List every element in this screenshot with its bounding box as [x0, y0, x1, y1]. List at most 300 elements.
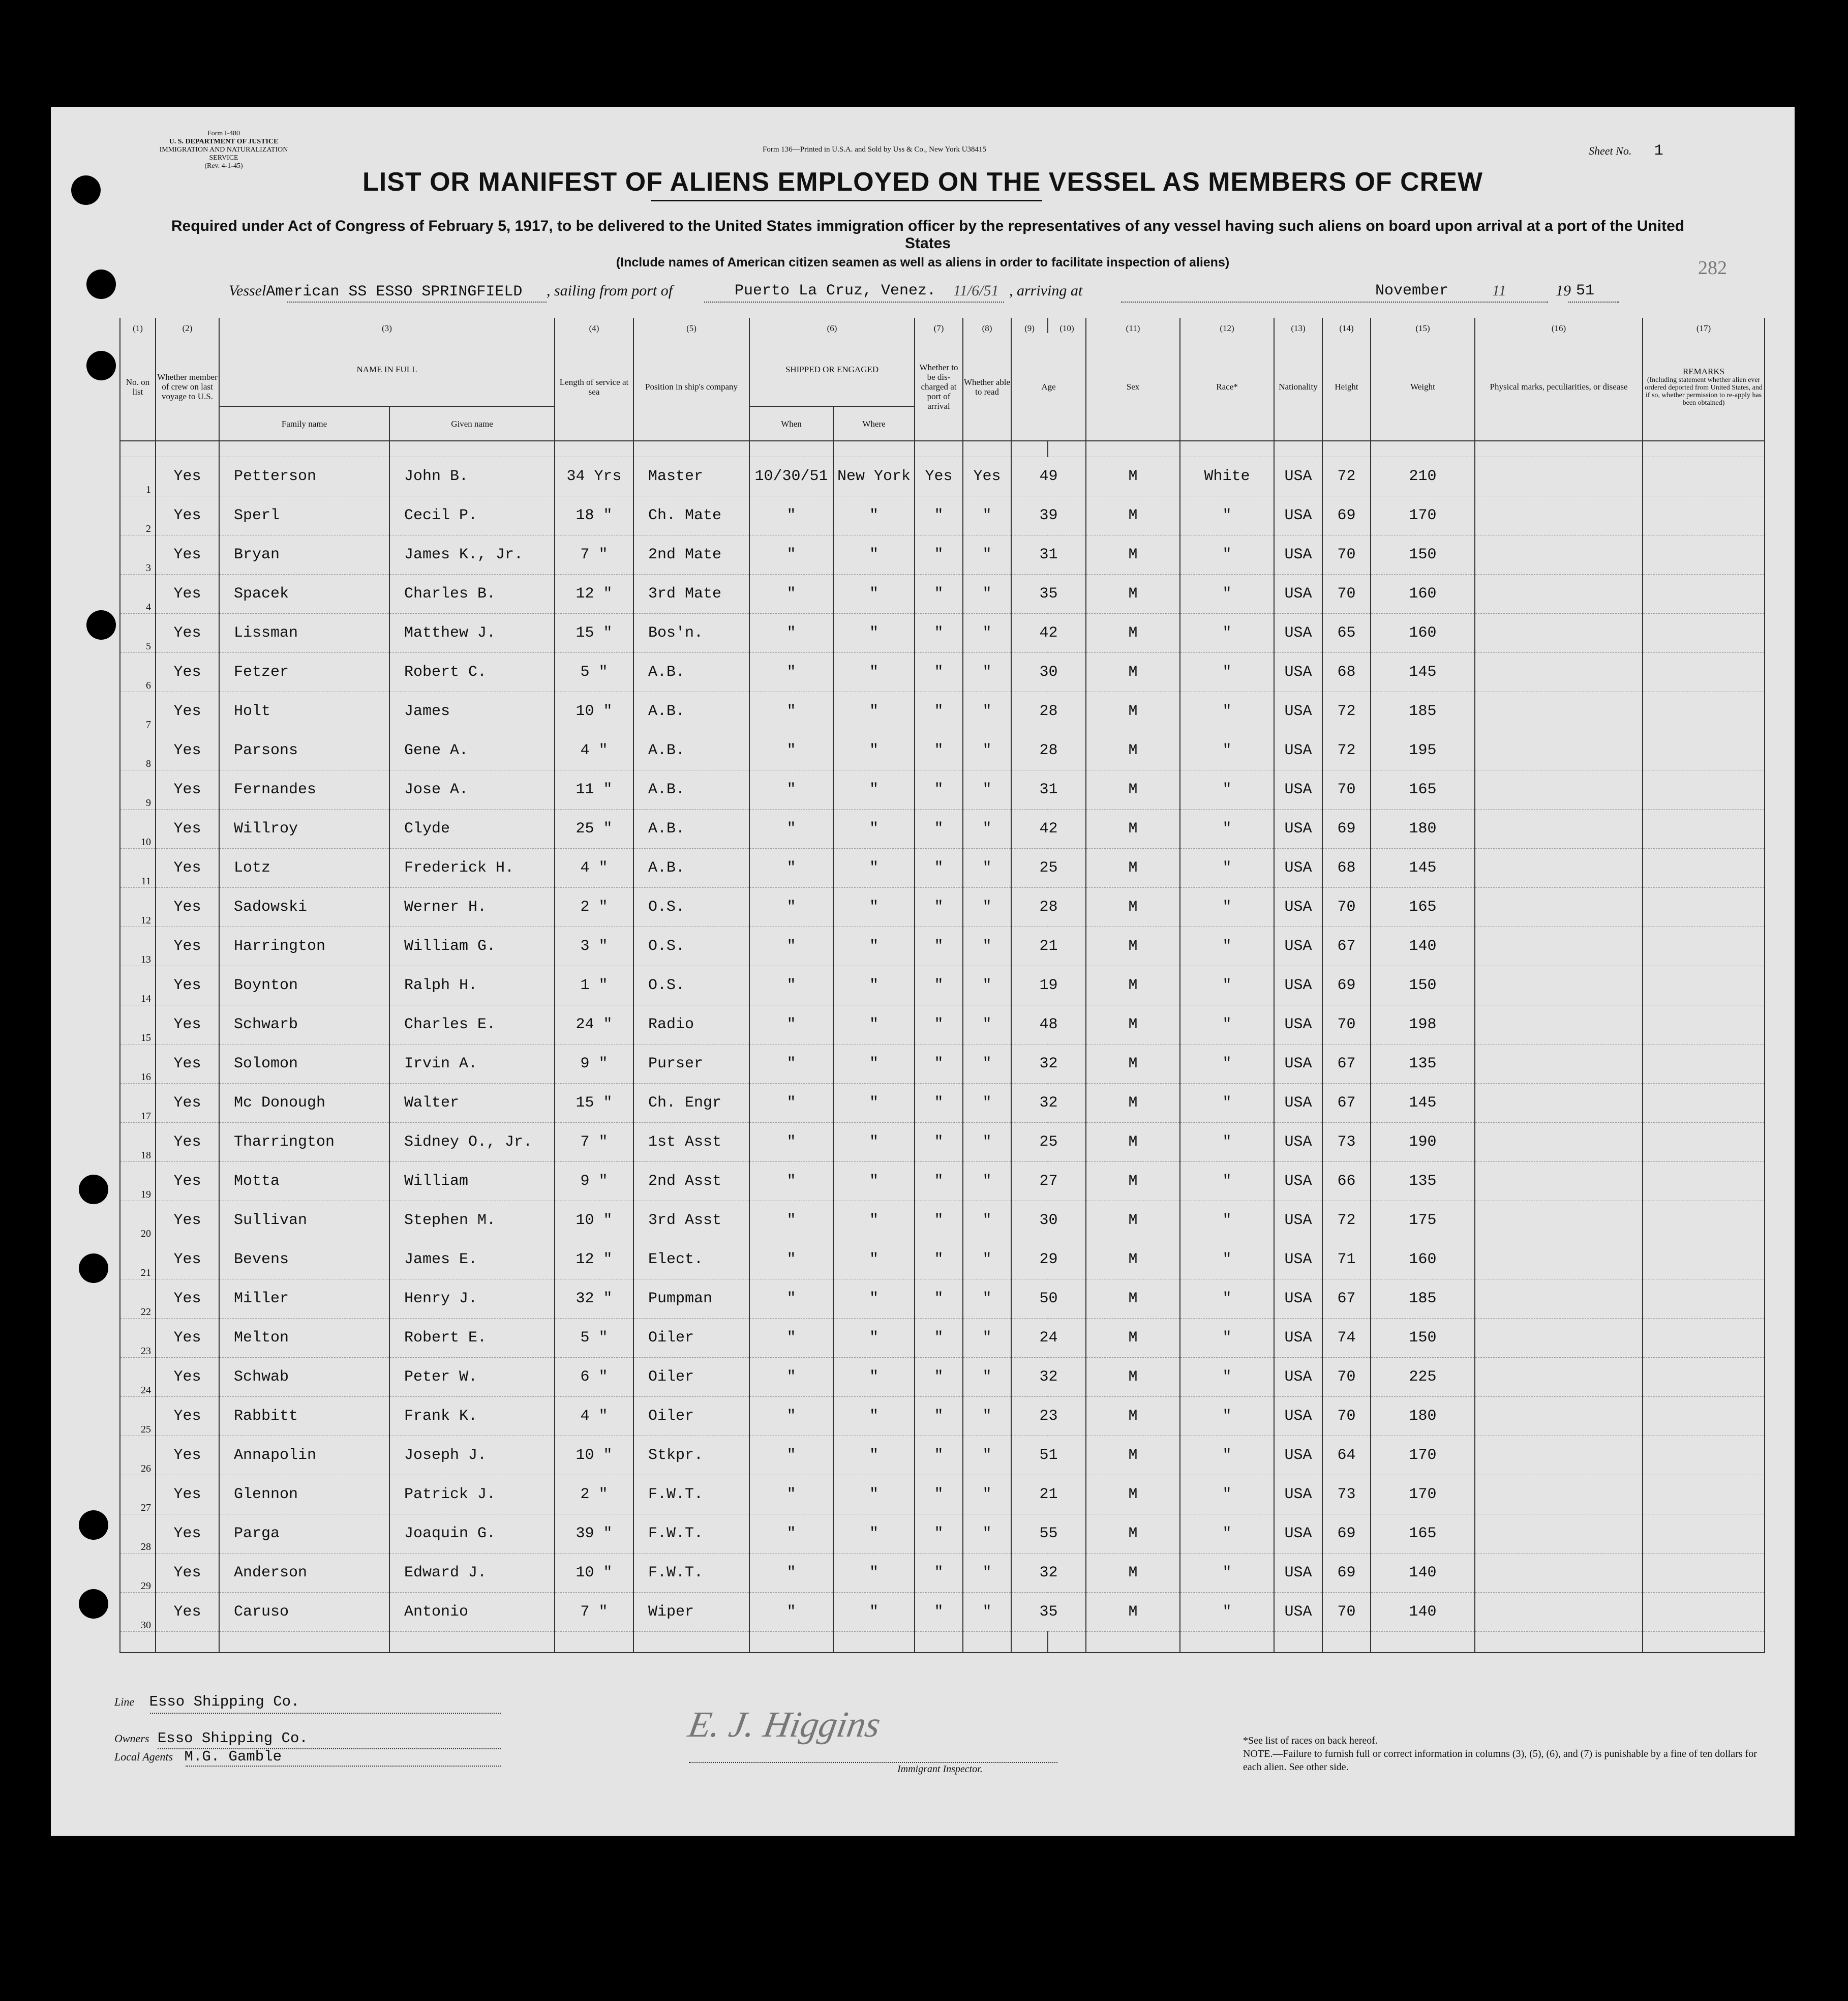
given-name-cell: Charles B.	[389, 575, 555, 614]
age-cell: 27	[1011, 1162, 1086, 1201]
position-cell: O.S.	[633, 966, 749, 1005]
weight-cell: 190	[1371, 1123, 1475, 1162]
given-name-cell: John B.	[389, 457, 555, 496]
agents-field	[114, 1748, 282, 1765]
row-number: 16	[120, 1044, 156, 1084]
given-name-cell: William G.	[389, 927, 555, 966]
nationality-cell: USA	[1274, 653, 1322, 692]
column-number: (5)	[633, 318, 749, 333]
header-sex: Sex	[1086, 333, 1180, 441]
header-height: Height	[1322, 333, 1371, 441]
age-cell: 29	[1011, 1240, 1086, 1279]
sex-cell: M	[1086, 1201, 1180, 1240]
shipped-when-cell: "	[749, 1436, 833, 1475]
height-cell: 67	[1322, 1279, 1371, 1319]
age-cell: 35	[1011, 575, 1086, 614]
service-length-cell: 15 "	[555, 1084, 633, 1123]
remarks-cell	[1643, 849, 1765, 888]
family-name-cell: Sadowski	[219, 888, 389, 927]
races-note: *See list of races on back hereof.	[1243, 1735, 1378, 1746]
given-name-cell: Matthew J.	[389, 614, 555, 653]
physical-marks-cell	[1475, 692, 1643, 731]
physical-marks-cell	[1475, 1044, 1643, 1084]
header-nationality: Nationality	[1274, 333, 1322, 441]
given-name-cell: Ralph H.	[389, 966, 555, 1005]
given-name-cell: Frank K.	[389, 1397, 555, 1436]
page-title: LIST OR MANIFEST OF ALIENS EMPLOYED ON THE VESSEL AS MEMBERS OF CREW	[362, 167, 1483, 197]
shipped-when-cell: "	[749, 692, 833, 731]
physical-marks-cell	[1475, 1201, 1643, 1240]
discharged-cell: "	[915, 770, 963, 810]
shipped-where-cell: "	[833, 575, 915, 614]
crew-last-voyage-cell: Yes	[156, 1358, 219, 1397]
able-to-read-cell: "	[963, 692, 1011, 731]
service-length-cell: 7 "	[555, 1593, 633, 1632]
physical-marks-cell	[1475, 535, 1643, 575]
table-row	[120, 575, 1765, 614]
discharged-cell: "	[915, 1279, 963, 1319]
sex-cell: M	[1086, 1044, 1180, 1084]
shipped-where-cell: "	[833, 1044, 915, 1084]
position-cell: Oiler	[633, 1358, 749, 1397]
height-cell: 67	[1322, 927, 1371, 966]
able-to-read-cell: "	[963, 1240, 1011, 1279]
row-number: 13	[120, 927, 156, 966]
header-discharged: Whether to be dis-charged at port of arrival	[915, 333, 963, 441]
family-name-cell: Lotz	[219, 849, 389, 888]
shipped-where-cell: "	[833, 1279, 915, 1319]
discharged-cell: "	[915, 1123, 963, 1162]
height-cell: 72	[1322, 692, 1371, 731]
race-cell: "	[1180, 1358, 1274, 1397]
discharged-cell: "	[915, 614, 963, 653]
arrival-month: November	[1375, 282, 1449, 300]
form-department-block	[158, 130, 290, 170]
crew-last-voyage-cell: Yes	[156, 1240, 219, 1279]
punch-hole	[79, 1253, 108, 1283]
weight-cell: 160	[1371, 575, 1475, 614]
height-cell: 70	[1322, 770, 1371, 810]
table-row	[120, 457, 1765, 496]
race-cell: "	[1180, 1201, 1274, 1240]
able-to-read-cell: "	[963, 1436, 1011, 1475]
able-to-read-cell: "	[963, 770, 1011, 810]
header-remarks	[1643, 333, 1765, 441]
family-name-cell: Parsons	[219, 731, 389, 770]
given-name-cell: James E.	[389, 1240, 555, 1279]
physical-marks-cell	[1475, 1279, 1643, 1319]
table-row	[120, 1162, 1765, 1201]
height-cell: 67	[1322, 1084, 1371, 1123]
agents-underline	[186, 1766, 501, 1767]
position-cell: O.S.	[633, 927, 749, 966]
shipped-where-cell: "	[833, 810, 915, 849]
remarks-cell	[1643, 653, 1765, 692]
age-cell: 55	[1011, 1514, 1086, 1554]
remarks-cell	[1643, 1005, 1765, 1044]
race-cell: "	[1180, 1319, 1274, 1358]
shipped-where-cell: New York	[833, 457, 915, 496]
column-number: (6)	[749, 318, 915, 333]
race-cell: "	[1180, 653, 1274, 692]
line-value: Esso Shipping Co.	[149, 1693, 300, 1710]
physical-marks-cell	[1475, 1084, 1643, 1123]
shipped-where-cell: "	[833, 1554, 915, 1593]
position-cell: A.B.	[633, 653, 749, 692]
row-number: 19	[120, 1162, 156, 1201]
height-cell: 70	[1322, 575, 1371, 614]
arriving-label: , arriving at	[1009, 282, 1083, 299]
inspector-label: Immigrant Inspector.	[897, 1764, 983, 1775]
nationality-cell: USA	[1274, 535, 1322, 575]
able-to-read-cell: "	[963, 1044, 1011, 1084]
line-field	[114, 1693, 299, 1710]
nationality-cell: USA	[1274, 692, 1322, 731]
able-to-read-cell: "	[963, 888, 1011, 927]
race-cell: "	[1180, 1554, 1274, 1593]
nationality-cell: USA	[1274, 1397, 1322, 1436]
shipped-where-cell: "	[833, 1436, 915, 1475]
physical-marks-cell	[1475, 966, 1643, 1005]
sex-cell: M	[1086, 1123, 1180, 1162]
remarks-cell	[1643, 1397, 1765, 1436]
weight-cell: 195	[1371, 731, 1475, 770]
able-to-read-cell: "	[963, 614, 1011, 653]
vessel-name: American SS ESSO SPRINGFIELD	[266, 283, 523, 301]
physical-marks-cell	[1475, 731, 1643, 770]
remarks-cell	[1643, 731, 1765, 770]
age-cell: 25	[1011, 849, 1086, 888]
row-number: 12	[120, 888, 156, 927]
service-length-cell: 4 "	[555, 849, 633, 888]
height-cell: 72	[1322, 731, 1371, 770]
shipped-when-cell: "	[749, 1319, 833, 1358]
family-name-cell: Fetzer	[219, 653, 389, 692]
sex-cell: M	[1086, 770, 1180, 810]
remarks-cell	[1643, 770, 1765, 810]
column-number: (14)	[1322, 318, 1371, 333]
sex-cell: M	[1086, 927, 1180, 966]
race-cell: "	[1180, 1123, 1274, 1162]
family-name-cell: Rabbitt	[219, 1397, 389, 1436]
form-revision: (Rev. 4-1-45)	[204, 162, 243, 170]
race-cell: "	[1180, 1005, 1274, 1044]
weight-cell: 185	[1371, 1279, 1475, 1319]
weight-cell: 170	[1371, 1475, 1475, 1514]
given-name-cell: Peter W.	[389, 1358, 555, 1397]
arrival-day: 11	[1492, 282, 1506, 299]
able-to-read-cell: "	[963, 849, 1011, 888]
physical-marks-cell	[1475, 1319, 1643, 1358]
able-to-read-cell: "	[963, 1514, 1011, 1554]
age-cell: 35	[1011, 1593, 1086, 1632]
position-cell: 2nd Mate	[633, 535, 749, 575]
shipped-when-cell: "	[749, 1514, 833, 1554]
discharged-cell: "	[915, 1319, 963, 1358]
discharged-cell: "	[915, 1475, 963, 1514]
given-name-cell: Robert E.	[389, 1319, 555, 1358]
weight-cell: 175	[1371, 1201, 1475, 1240]
row-number: 21	[120, 1240, 156, 1279]
family-name-cell: Caruso	[219, 1593, 389, 1632]
sex-cell: M	[1086, 1279, 1180, 1319]
given-name-cell: Charles E.	[389, 1005, 555, 1044]
row-number: 22	[120, 1279, 156, 1319]
remarks-cell	[1643, 692, 1765, 731]
able-to-read-cell: "	[963, 1319, 1011, 1358]
remarks-cell	[1643, 1123, 1765, 1162]
position-cell: 3rd Asst	[633, 1201, 749, 1240]
discharged-cell: "	[915, 653, 963, 692]
weight-cell: 140	[1371, 1593, 1475, 1632]
service-length-cell: 7 "	[555, 1123, 633, 1162]
nationality-cell: USA	[1274, 1358, 1322, 1397]
nationality-cell: USA	[1274, 614, 1322, 653]
weight-cell: 150	[1371, 535, 1475, 575]
table-row	[120, 966, 1765, 1005]
family-name-cell: Harrington	[219, 927, 389, 966]
remarks-cell	[1643, 1593, 1765, 1632]
age-cell: 49	[1011, 457, 1086, 496]
family-name-cell: Melton	[219, 1319, 389, 1358]
nationality-cell: USA	[1274, 1084, 1322, 1123]
row-number: 27	[120, 1475, 156, 1514]
shipped-when-cell: "	[749, 1554, 833, 1593]
shipped-when-cell: "	[749, 966, 833, 1005]
shipped-where-cell: "	[833, 1319, 915, 1358]
position-cell: Purser	[633, 1044, 749, 1084]
service-length-cell: 5 "	[555, 1319, 633, 1358]
weight-cell: 165	[1371, 888, 1475, 927]
weight-cell: 210	[1371, 457, 1475, 496]
service-length-cell: 34 Yrs	[555, 457, 633, 496]
discharged-cell: "	[915, 1005, 963, 1044]
discharged-cell: "	[915, 888, 963, 927]
service-length-cell: 2 "	[555, 888, 633, 927]
race-cell: "	[1180, 888, 1274, 927]
nationality-cell: USA	[1274, 575, 1322, 614]
discharged-cell: "	[915, 575, 963, 614]
crew-last-voyage-cell: Yes	[156, 614, 219, 653]
shipped-when-cell: "	[749, 1279, 833, 1319]
family-name-cell: Holt	[219, 692, 389, 731]
header-able-to-read: Whether able to read	[963, 333, 1011, 441]
shipped-where-cell: "	[833, 966, 915, 1005]
shipped-where-cell: "	[833, 692, 915, 731]
height-cell: 73	[1322, 1123, 1371, 1162]
race-cell: "	[1180, 535, 1274, 575]
remarks-cell	[1643, 810, 1765, 849]
table-row	[120, 1084, 1765, 1123]
position-cell: A.B.	[633, 770, 749, 810]
position-cell: O.S.	[633, 888, 749, 927]
able-to-read-cell: "	[963, 496, 1011, 535]
shipped-where-cell: "	[833, 614, 915, 653]
row-number: 4	[120, 575, 156, 614]
shipped-when-cell: "	[749, 849, 833, 888]
weight-cell: 160	[1371, 1240, 1475, 1279]
discharged-cell: "	[915, 692, 963, 731]
race-cell: "	[1180, 1593, 1274, 1632]
able-to-read-cell: "	[963, 1554, 1011, 1593]
table-row	[120, 888, 1765, 927]
position-cell: Ch. Engr	[633, 1084, 749, 1123]
service-length-cell: 5 "	[555, 653, 633, 692]
crew-last-voyage-cell: Yes	[156, 1279, 219, 1319]
crew-last-voyage-cell: Yes	[156, 1475, 219, 1514]
shipped-when-cell: "	[749, 888, 833, 927]
position-cell: Radio	[633, 1005, 749, 1044]
discharged-cell: "	[915, 496, 963, 535]
physical-marks-cell	[1475, 1475, 1643, 1514]
table-row	[120, 1005, 1765, 1044]
row-number: 29	[120, 1554, 156, 1593]
row-number: 1	[120, 457, 156, 496]
crew-last-voyage-cell: Yes	[156, 810, 219, 849]
race-cell: "	[1180, 1044, 1274, 1084]
row-number: 30	[120, 1593, 156, 1632]
column-header-row	[120, 333, 1765, 406]
given-name-cell: Edward J.	[389, 1554, 555, 1593]
table-row	[120, 1475, 1765, 1514]
remarks-cell	[1643, 457, 1765, 496]
physical-marks-cell	[1475, 849, 1643, 888]
vessel-label: Vessel	[229, 282, 266, 299]
service-length-cell: 10 "	[555, 1201, 633, 1240]
remarks-cell	[1643, 1475, 1765, 1514]
family-name-cell: Boynton	[219, 966, 389, 1005]
able-to-read-cell: "	[963, 575, 1011, 614]
sex-cell: M	[1086, 731, 1180, 770]
sex-cell: M	[1086, 1475, 1180, 1514]
row-number: 28	[120, 1514, 156, 1554]
header-age: Age	[1011, 333, 1086, 441]
race-cell: "	[1180, 1084, 1274, 1123]
age-cell: 25	[1011, 1123, 1086, 1162]
row-number: 2	[120, 496, 156, 535]
able-to-read-cell: "	[963, 966, 1011, 1005]
penalty-note: NOTE.—Failure to furnish full or correct information in columns (3), (5), (6), and (7) is punishable by a fine of ten dollars for each alien. See other side.	[1243, 1748, 1757, 1773]
remarks-cell	[1643, 496, 1765, 535]
crew-last-voyage-cell: Yes	[156, 1554, 219, 1593]
vessel-underline	[287, 302, 547, 303]
nationality-cell: USA	[1274, 1240, 1322, 1279]
row-number: 18	[120, 1123, 156, 1162]
shipped-where-cell: "	[833, 496, 915, 535]
weight-cell: 170	[1371, 496, 1475, 535]
age-cell: 31	[1011, 770, 1086, 810]
sex-cell: M	[1086, 1005, 1180, 1044]
nationality-cell: USA	[1274, 1123, 1322, 1162]
shipped-when-cell: "	[749, 1593, 833, 1632]
age-cell: 23	[1011, 1397, 1086, 1436]
discharged-cell: "	[915, 966, 963, 1005]
given-name-cell: Joaquin G.	[389, 1514, 555, 1554]
table-row	[120, 614, 1765, 653]
table-row	[120, 1044, 1765, 1084]
physical-marks-cell	[1475, 888, 1643, 927]
age-cell: 50	[1011, 1279, 1086, 1319]
age-cell: 32	[1011, 1084, 1086, 1123]
column-number: (7)	[915, 318, 963, 333]
nationality-cell: USA	[1274, 1005, 1322, 1044]
shipped-where-cell: "	[833, 1593, 915, 1632]
age-cell: 21	[1011, 1475, 1086, 1514]
given-name-cell: Clyde	[389, 810, 555, 849]
discharged-cell: Yes	[915, 457, 963, 496]
able-to-read-cell: "	[963, 1162, 1011, 1201]
discharged-cell: "	[915, 1358, 963, 1397]
crew-last-voyage-cell: Yes	[156, 1005, 219, 1044]
discharged-cell: "	[915, 731, 963, 770]
crew-last-voyage-cell: Yes	[156, 1397, 219, 1436]
sex-cell: M	[1086, 888, 1180, 927]
crew-last-voyage-cell: Yes	[156, 1123, 219, 1162]
position-cell: Oiler	[633, 1397, 749, 1436]
height-cell: 67	[1322, 1044, 1371, 1084]
shipped-where-cell: "	[833, 1514, 915, 1554]
sailing-port: Puerto La Cruz, Venez.	[735, 282, 936, 300]
height-cell: 69	[1322, 966, 1371, 1005]
able-to-read-cell: "	[963, 1397, 1011, 1436]
table-row	[120, 1397, 1765, 1436]
discharged-cell: "	[915, 1162, 963, 1201]
given-name-cell: Stephen M.	[389, 1201, 555, 1240]
sex-cell: M	[1086, 1397, 1180, 1436]
crew-last-voyage-cell: Yes	[156, 966, 219, 1005]
discharged-cell: "	[915, 1044, 963, 1084]
table-row	[120, 1240, 1765, 1279]
remarks-note: (Including statement whether alien ever ordered deported from United States, and if so, whether permission to re-apply has been obtained)	[1645, 376, 1763, 407]
service-length-cell: 11 "	[555, 770, 633, 810]
form-number: Form I-480	[207, 130, 240, 137]
shipped-where-cell: "	[833, 1084, 915, 1123]
position-cell: Pumpman	[633, 1279, 749, 1319]
crew-last-voyage-cell: Yes	[156, 1044, 219, 1084]
given-name-cell: Walter	[389, 1084, 555, 1123]
remarks-cell	[1643, 1358, 1765, 1397]
position-cell: 1st Asst	[633, 1123, 749, 1162]
given-name-cell: Sidney O., Jr.	[389, 1123, 555, 1162]
sex-cell: M	[1086, 1358, 1180, 1397]
crew-last-voyage-cell: Yes	[156, 653, 219, 692]
height-cell: 70	[1322, 1397, 1371, 1436]
family-name-cell: Willroy	[219, 810, 389, 849]
remarks-title: REMARKS	[1682, 367, 1725, 376]
sex-cell: M	[1086, 1436, 1180, 1475]
crew-last-voyage-cell: Yes	[156, 1436, 219, 1475]
shipped-when-cell: "	[749, 1162, 833, 1201]
service-length-cell: 32 "	[555, 1279, 633, 1319]
sex-cell: M	[1086, 535, 1180, 575]
table-row	[120, 927, 1765, 966]
column-number: (3)	[219, 318, 555, 333]
nationality-cell: USA	[1274, 770, 1322, 810]
age-cell: 31	[1011, 535, 1086, 575]
line-label: Line	[114, 1695, 135, 1708]
sex-cell: M	[1086, 810, 1180, 849]
row-number: 5	[120, 614, 156, 653]
shipped-where-cell: "	[833, 1397, 915, 1436]
nationality-cell: USA	[1274, 1319, 1322, 1358]
height-cell: 70	[1322, 1005, 1371, 1044]
header-weight: Weight	[1371, 333, 1475, 441]
nationality-cell: USA	[1274, 1044, 1322, 1084]
family-name-cell: Bryan	[219, 535, 389, 575]
service-length-cell: 7 "	[555, 535, 633, 575]
row-number: 26	[120, 1436, 156, 1475]
crew-last-voyage-cell: Yes	[156, 535, 219, 575]
